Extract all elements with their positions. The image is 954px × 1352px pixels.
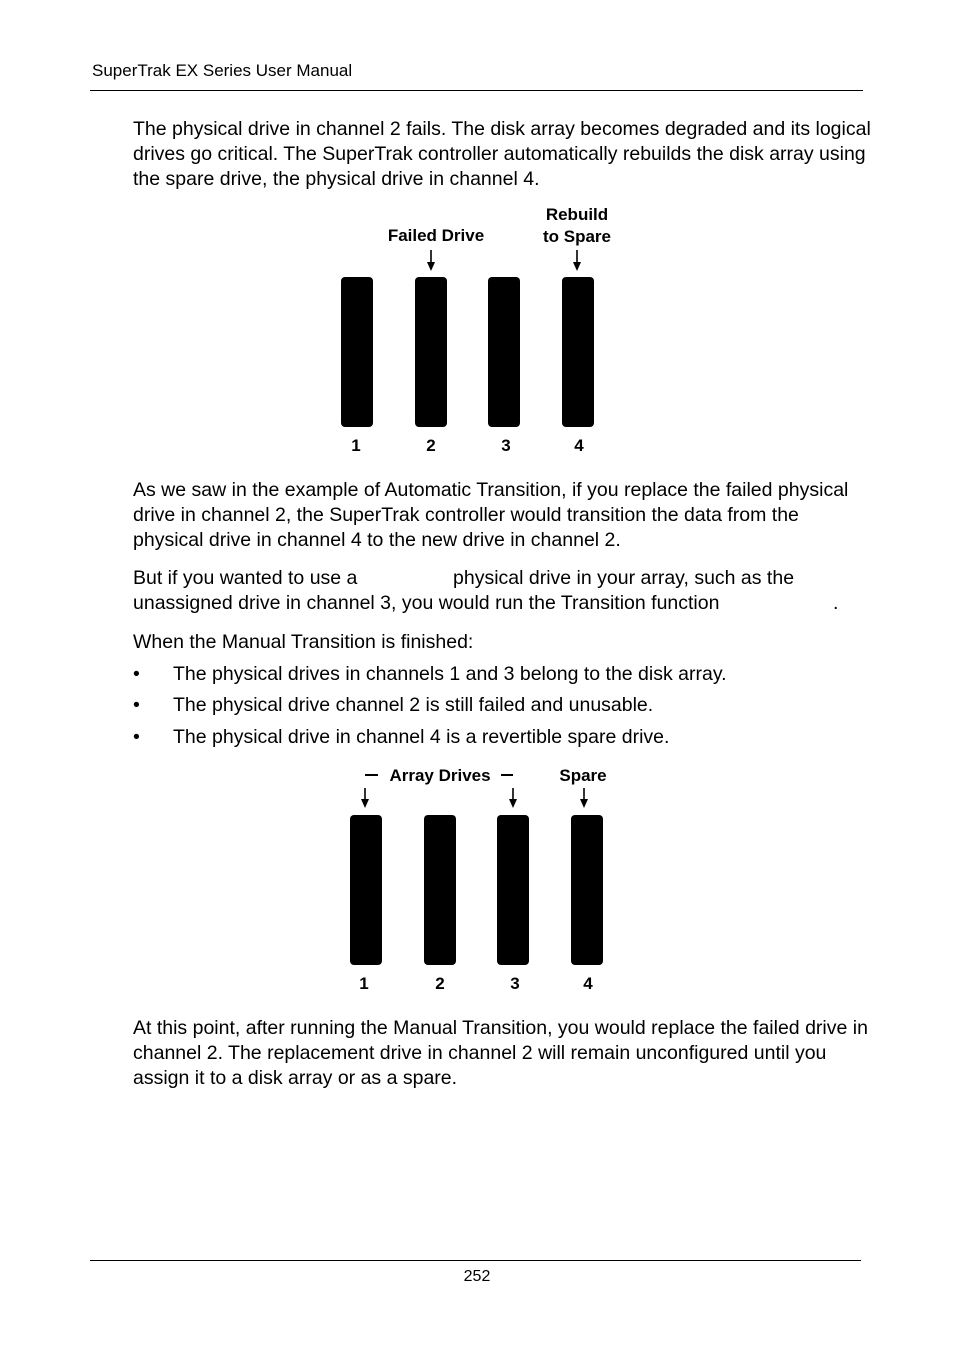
- rebuild-label-line2: to Spare: [542, 227, 612, 246]
- failed-drive-arrow-icon: [427, 250, 435, 271]
- bullet-icon: •: [133, 694, 140, 716]
- drive-2: [415, 277, 447, 427]
- channel-label-2: 2: [435, 974, 445, 993]
- list-item-text: The physical drives in channels 1 and 3 belong to the disk array.: [173, 663, 727, 685]
- paragraph-line-a: But if you wanted to use a: [133, 567, 358, 589]
- drive-4: [571, 815, 603, 965]
- drive-4: [562, 277, 594, 427]
- channel-label-3: 3: [501, 436, 511, 455]
- drive-1: [341, 277, 373, 427]
- spare-arrow-icon: [580, 788, 588, 808]
- list-item-text: The physical drive channel 2 is still failed and unusable.: [173, 694, 654, 716]
- array-arrow-right-icon: [509, 788, 517, 808]
- rebuild-arrow-icon: [573, 250, 581, 271]
- spare-label: Spare: [559, 766, 607, 785]
- failed-drive-label: Failed Drive: [387, 226, 485, 245]
- channel-label-1: 1: [351, 436, 361, 455]
- drive-3: [488, 277, 520, 427]
- header-divider: [90, 90, 863, 91]
- paragraph-line-b: physical drive in your array, such as the: [453, 567, 795, 589]
- page-number: 252: [463, 1268, 491, 1285]
- paragraph-line-c: unassigned drive in channel 3, you would run the Transition function: [133, 592, 720, 614]
- rebuild-label-line1: Rebuild: [545, 205, 609, 224]
- list-item-text: The physical drive in channel 4 is a revertible spare drive.: [173, 726, 670, 748]
- array-arrow-left-icon: [361, 788, 369, 808]
- bullet-icon: •: [133, 663, 140, 685]
- drive-1: [350, 815, 382, 965]
- bullet-icon: •: [133, 726, 140, 748]
- channel-label-3: 3: [510, 974, 520, 993]
- footer-divider: [90, 1260, 861, 1261]
- paragraph-automatic-transition: As we saw in the example of Automatic Transition, if you replace the failed physical drive in channel 2, the SuperTrak controller would transition the data from the physical drive in channel 4 to the new drive in channel 2.: [133, 479, 849, 551]
- paragraph-when-finished: When the Manual Transition is finished:: [133, 631, 474, 653]
- paragraph-drive-fails: The physical drive in channel 2 fails. The disk array becomes degraded and its logical drives go critical. The SuperTrak controller automatically rebuilds the disk array using the spare drive, the physical drive in channel 4.: [133, 118, 871, 190]
- channel-label-4: 4: [583, 974, 593, 993]
- channel-label-1: 1: [359, 974, 369, 993]
- figure-failed-drive-svg: [320, 200, 640, 462]
- paragraph-replace-failed: At this point, after running the Manual Transition, you would replace the failed drive in channel 2. The replacement drive in channel 2 will remain unconfigured until you assign it to a disk array or as a spare.: [133, 1017, 868, 1089]
- channel-label-4: 4: [574, 436, 584, 455]
- channel-label-2: 2: [426, 436, 436, 455]
- figure-array-drives: [320, 755, 640, 1005]
- drive-2: [424, 815, 456, 965]
- paragraph-line-d: .: [833, 592, 839, 614]
- figure-array-drives-svg: [320, 755, 640, 1000]
- manual-title: SuperTrak EX Series User Manual: [92, 61, 353, 80]
- figure-failed-drive: [320, 200, 640, 467]
- array-drives-label: Array Drives: [389, 766, 491, 785]
- drive-3: [497, 815, 529, 965]
